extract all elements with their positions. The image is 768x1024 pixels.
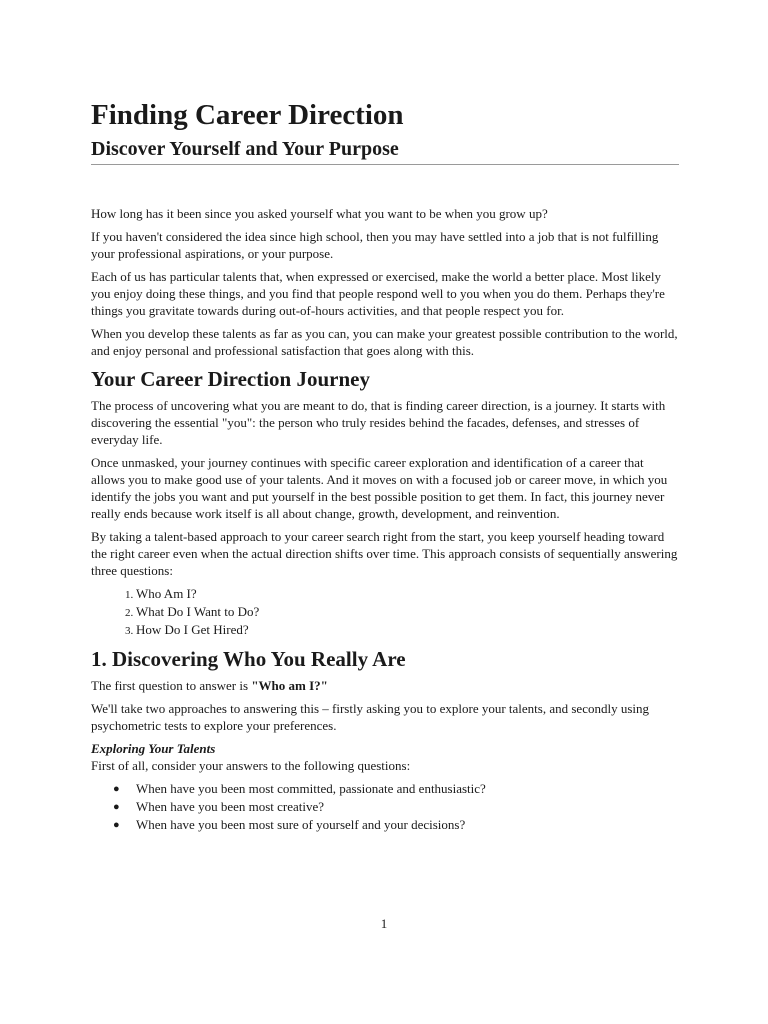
first-question-paragraph [91, 677, 679, 694]
first-question-prefix: The first question to answer is [91, 678, 252, 693]
journey-paragraph-3: By taking a talent-based approach to your career search right from the start, you keep yourself heading toward the right career even when the actual direction shifts over time. This approach consists of sequentially answering three questions: [91, 529, 678, 578]
talent-questions-list [91, 780, 679, 834]
bullet-icon: ● [113, 783, 120, 795]
journey-paragraph-1: The process of uncovering what you are meant to do, that is finding career direction, is a journey. It starts with discovering the essential "you": the person who truly resides behind the facades, defenses, and stresses of everyday life. [91, 398, 666, 447]
intro-paragraph-2: If you haven't considered the idea since high school, then you may have settled into a job that is not fulfilling your professional aspirations, or your purpose. [91, 229, 659, 261]
list-item-text: When have you been most creative? [136, 799, 325, 814]
document-page [91, 96, 679, 840]
spacer [91, 165, 679, 205]
section-heading-discovering: 1. Discovering Who You Really Are [91, 647, 406, 671]
page-number: 1 [380, 916, 388, 931]
section-heading-journey: Your Career Direction Journey [91, 367, 370, 391]
journey-paragraph-2: Once unmasked, your journey continues with specific career exploration and identification of a career that allows you to make good use of your talents. And it moves on with a focused job or career move, in which you identify the jobs you want and put yourself in the best possible position to get them. In fact, this journey never really ends because work itself is all about change, growth, development, and reinvention. [91, 455, 668, 521]
intro-paragraph-1: How long has it been since you asked yourself what you want to be when you grow up? [91, 206, 548, 221]
talents-subheading: Exploring Your Talents [91, 741, 216, 756]
first-question-bold: "Who am I?" [251, 678, 328, 693]
document-title: Finding Career Direction [91, 99, 404, 131]
document-subtitle: Discover Yourself and Your Purpose [91, 136, 679, 165]
list-item-text: When have you been most committed, passionate and enthusiastic? [136, 781, 486, 796]
list-item: 3. How Do I Get Hired? [136, 621, 679, 639]
talents-intro: First of all, consider your answers to the following questions: [91, 758, 411, 773]
intro-paragraph-3: Each of us has particular talents that, when expressed or exercised, make the world a better place. Most likely you enjoy doing these things, and you find that people respond well to you when you do them. Perhaps they're things you gravitate towards during out-of-hours activities, and that people respect you for. [91, 269, 665, 318]
questions-list [91, 585, 679, 639]
list-item: 1. Who Am I? [136, 585, 679, 603]
bullet-icon: ● [113, 819, 120, 831]
bullet-icon: ● [113, 801, 120, 813]
list-item: 2. What Do I Want to Do? [136, 603, 679, 621]
intro-paragraph-4: When you develop these talents as far as you can, you can make your greatest possible contribution to the world, and enjoy personal and professional satisfaction that goes along with this. [91, 326, 678, 358]
list-item-text: When have you been most sure of yourself and your decisions? [136, 817, 466, 832]
approach-paragraph: We'll take two approaches to answering this – firstly asking you to explore your talents, and secondly using psychometric tests to explore your preferences. [91, 701, 650, 733]
list-item [113, 798, 679, 816]
list-item [113, 816, 679, 834]
list-item [113, 780, 679, 798]
